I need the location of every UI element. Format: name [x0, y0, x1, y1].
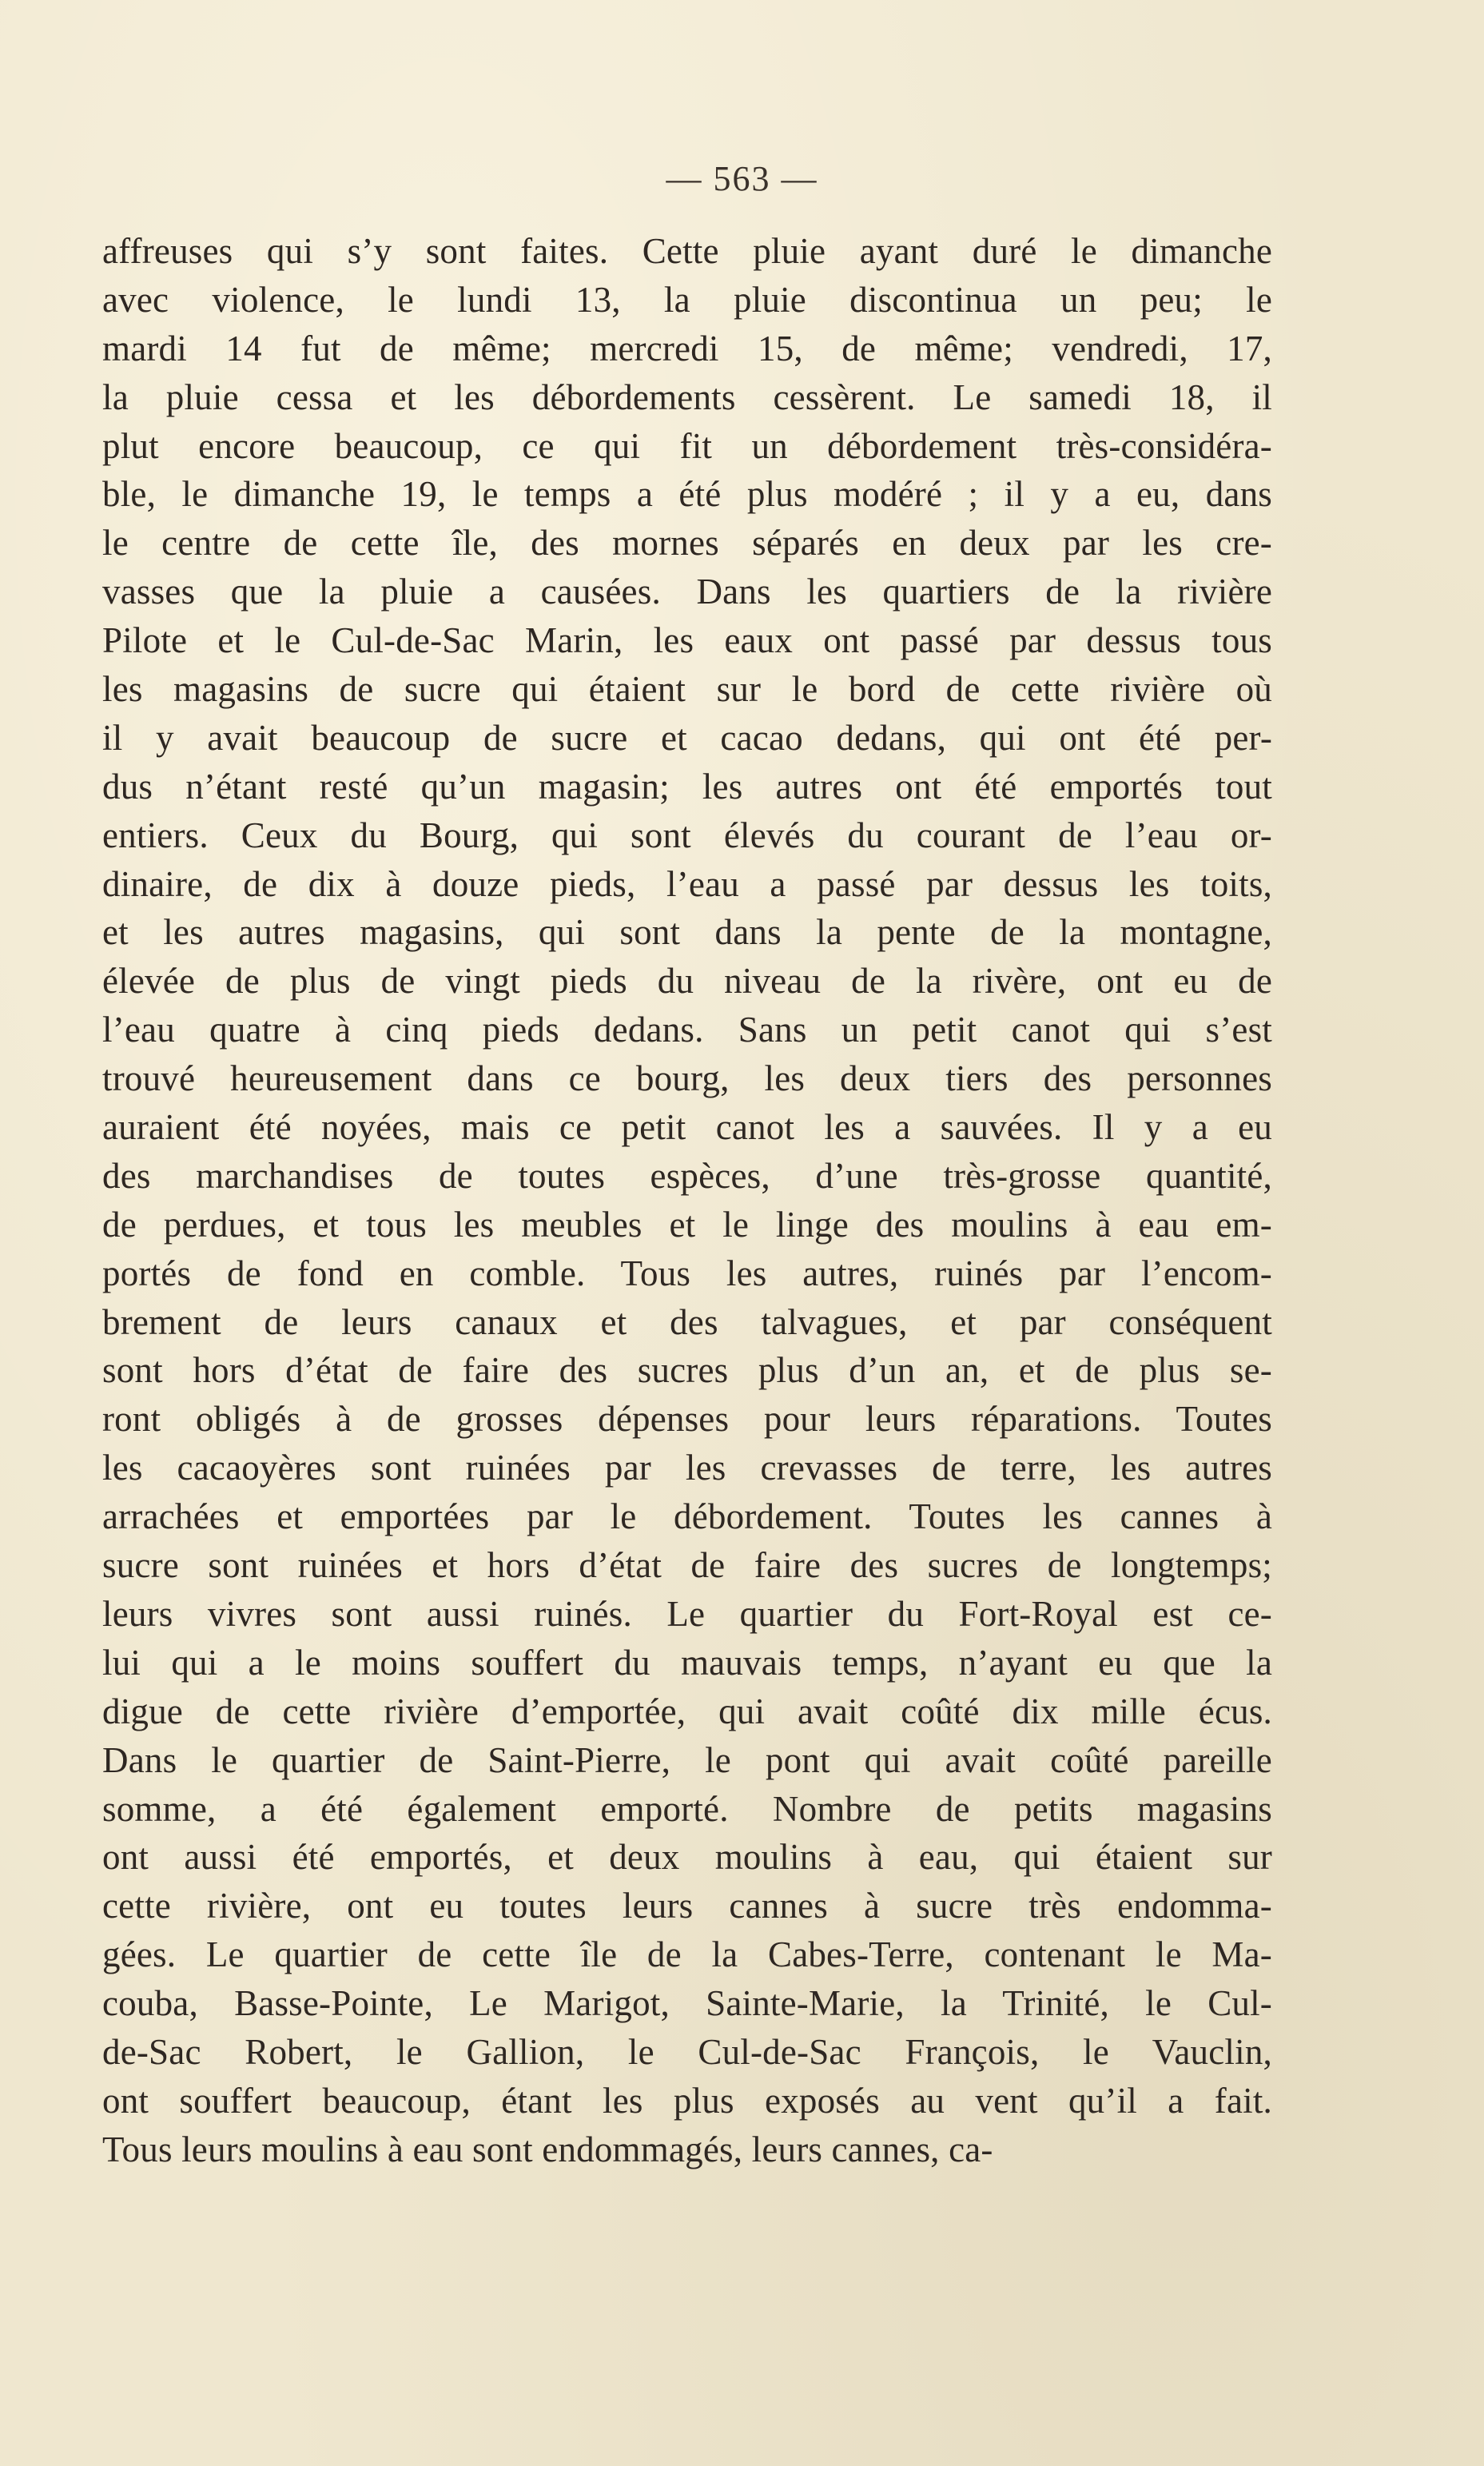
text-line: arrachées et emportées par le débordement. Toutes les cannes à — [102, 1496, 1272, 1537]
text-line: affreuses qui s’y sont faites. Cette pluie ayant duré le dimanche — [102, 231, 1272, 271]
text-line: et les autres magasins, qui sont dans la pente de la montagne, — [102, 912, 1272, 953]
text-line: Dans le quartier de Saint-Pierre, le pont qui avait coûté pareille — [102, 1739, 1272, 1780]
text-line: la pluie cessa et les débordements cessèrent. Le samedi 18, il — [102, 376, 1272, 417]
text-line: portés de fond en comble. Tous les autres, ruinés par l’encom- — [102, 1253, 1272, 1293]
text-line: vasses que la pluie a causées. Dans les quartiers de la rivière — [102, 572, 1272, 612]
text-line: avec violence, le lundi 13, la pluie discontinua un peu; le — [102, 279, 1272, 320]
text-line: il y avait beaucoup de sucre et cacao dedans, qui ont été per- — [102, 717, 1272, 758]
text-line: l’eau quatre à cinq pieds dedans. Sans un petit canot qui s’est — [102, 1010, 1272, 1050]
text-line: le centre de cette île, des mornes séparés en deux par les cre- — [102, 523, 1272, 564]
text-line: auraient été noyées, mais ce petit canot les a sauvées. Il y a eu — [102, 1107, 1272, 1148]
text-line: ront obligés à de grosses dépenses pour leurs réparations. Toutes — [102, 1399, 1272, 1440]
text-line: entiers. Ceux du Bourg, qui sont élevés du courant de l’eau or- — [102, 815, 1272, 855]
text-line: ble, le dimanche 19, le temps a été plus modéré ; il y a eu, dans — [102, 474, 1272, 515]
text-line: ont aussi été emportés, et deux moulins à eau, qui étaient sur — [102, 1837, 1272, 1878]
page-number: — 563 — — [666, 159, 818, 198]
text-line: sont hors d’état de faire des sucres plus d’un an, et de plus se- — [102, 1350, 1272, 1391]
text-line: des marchandises de toutes espèces, d’une très-grosse quantité, — [102, 1155, 1272, 1196]
text-line: les magasins de sucre qui étaient sur le bord de cette rivière où — [102, 669, 1272, 710]
text-line: sucre sont ruinées et hors d’état de faire des sucres de longtemps; — [102, 1545, 1272, 1586]
text-line: élevée de plus de vingt pieds du niveau de la rivère, ont eu de — [102, 961, 1272, 1002]
text-line: dus n’étant resté qu’un magasin; les autres ont été emportés tout — [102, 766, 1272, 807]
text-line: couba, Basse-Pointe, Le Marigot, Sainte-Marie, la Trinité, le Cul- — [102, 1983, 1272, 2024]
text-line: digue de cette rivière d’emportée, qui avait coûté dix mille écus. — [102, 1691, 1272, 1731]
text-line: brement de leurs canaux et des talvagues, et par conséquent — [102, 1301, 1272, 1342]
text-line: dinaire, de dix à douze pieds, l’eau a passé par dessus les toits, — [102, 863, 1272, 904]
text-line: cette rivière, ont eu toutes leurs cannes à sucre très endomma- — [102, 1886, 1272, 1926]
text-line: de perdues, et tous les meubles et le linge des moulins à eau em- — [102, 1204, 1272, 1245]
text-line: les cacaoyères sont ruinées par les crevasses de terre, les autres — [102, 1448, 1272, 1488]
text-line: mardi 14 fut de même; mercredi 15, de même; vendredi, 17, — [102, 328, 1272, 369]
text-line: de-Sac Robert, le Gallion, le Cul-de-Sac François, le Vauclin, — [102, 2031, 1272, 2072]
text-line: Tous leurs moulins à eau sont endommagés, leurs cannes, ca- — [102, 2129, 993, 2169]
text-line: somme, a été également emporté. Nombre de petits magasins — [102, 1788, 1272, 1829]
text-line: lui qui a le moins souffert du mauvais temps, n’ayant eu que la — [102, 1642, 1272, 1683]
text-line: plut encore beaucoup, ce qui fit un débordement très-considéra- — [102, 425, 1272, 466]
text-line: Pilote et le Cul-de-Sac Marin, les eaux ont passé par dessus tous — [102, 620, 1272, 661]
text-line: gées. Le quartier de cette île de la Cabes-Terre, contenant le Ma- — [102, 1934, 1272, 1975]
text-line: trouvé heureusement dans ce bourg, les deux tiers des personnes — [102, 1058, 1272, 1099]
body-text — [102, 227, 1272, 2174]
text-line: ont souffert beaucoup, étant les plus exposés au vent qu’il a fait. — [102, 2080, 1272, 2121]
text-line: leurs vivres sont aussi ruinés. Le quartier du Fort-Royal est ce- — [102, 1593, 1272, 1634]
